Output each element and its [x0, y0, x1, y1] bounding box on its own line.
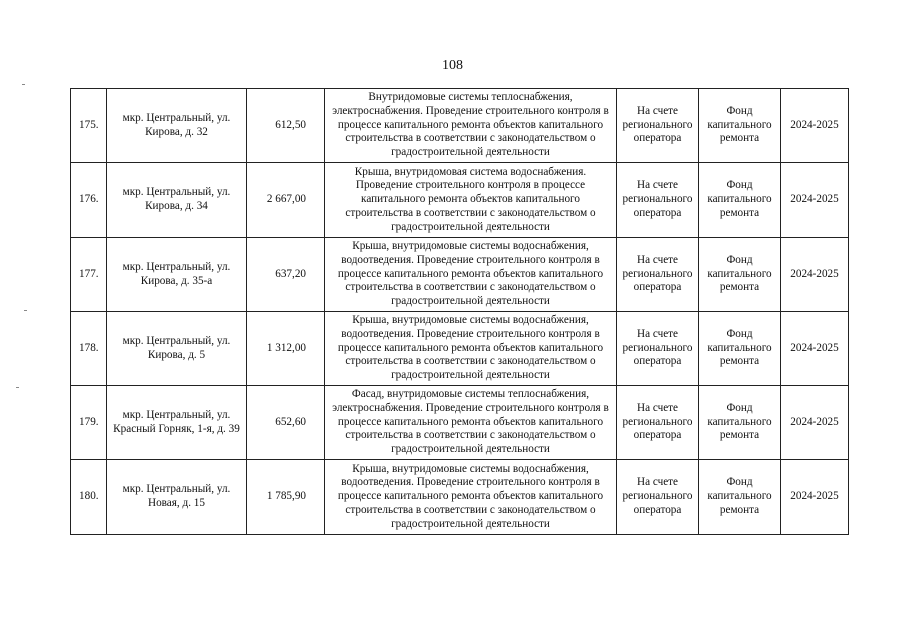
period-cell: 2024-2025 [781, 312, 849, 386]
account-cell: На счете регионального оператора [617, 89, 699, 163]
funding-source-cell: Фонд капитального ремонта [699, 163, 781, 238]
page-number: 108 [442, 58, 463, 73]
work-description-cell: Крыша, внутридомовые системы водоснабжения, водоотведения. Проведение строительного контроля в процессе капитального ремонта объектов капитального строительства в соответствии с законодательством о градостроительной деятельности [325, 238, 617, 312]
row-number: 176. [71, 163, 107, 238]
row-number: 175. [71, 89, 107, 163]
work-description-cell: Фасад, внутридомовые системы теплоснабжения, электроснабжения. Проведение строительного контроля в процессе капитального ремонта объектов капитального строительства в соответствии с законодательством о градостроительной деятельности [325, 386, 617, 460]
account-cell: На счете регионального оператора [617, 312, 699, 386]
funding-source-cell: Фонд капитального ремонта [699, 386, 781, 460]
account-cell: На счете регионального оператора [617, 460, 699, 535]
area-cell: 637,20 [247, 238, 325, 312]
address-cell: мкр. Центральный, ул. Кирова, д. 34 [107, 163, 247, 238]
row-number: 179. [71, 386, 107, 460]
table-row [71, 460, 849, 535]
scan-mark [16, 387, 19, 388]
table-row [71, 89, 849, 163]
work-description-cell: Крыша, внутридомовые системы водоснабжения, водоотведения. Проведение строительного контроля в процессе капитального ремонта объектов капитального строительства в соответствии с законодательством о градостроительной деятельности [325, 312, 617, 386]
area-cell: 652,60 [247, 386, 325, 460]
address-cell: мкр. Центральный, ул. Красный Горняк, 1-я, д. 39 [107, 386, 247, 460]
funding-source-cell: Фонд капитального ремонта [699, 238, 781, 312]
area-cell: 1 785,90 [247, 460, 325, 535]
period-cell: 2024-2025 [781, 460, 849, 535]
period-cell: 2024-2025 [781, 238, 849, 312]
work-description-cell: Крыша, внутридомовая система водоснабжения. Проведение строительного контроля в процессе капитального ремонта объектов капитального строительства в соответствии с законодательством о градостроительной деятельности [325, 163, 617, 238]
row-number: 177. [71, 238, 107, 312]
address-cell: мкр. Центральный, ул. Кирова, д. 35-а [107, 238, 247, 312]
scan-mark [24, 310, 27, 311]
work-description-cell: Внутридомовые системы теплоснабжения, электроснабжения. Проведение строительного контроля в процессе капитального ремонта объектов капитального строительства в соответствии с законодательством о градостроительной деятельности [325, 89, 617, 163]
funding-source-cell: Фонд капитального ремонта [699, 312, 781, 386]
area-cell: 1 312,00 [247, 312, 325, 386]
table-row [71, 386, 849, 460]
period-cell: 2024-2025 [781, 163, 849, 238]
funding-source-cell: Фонд капитального ремонта [699, 460, 781, 535]
row-number: 178. [71, 312, 107, 386]
period-cell: 2024-2025 [781, 386, 849, 460]
funding-source-cell: Фонд капитального ремонта [699, 89, 781, 163]
scan-mark [22, 84, 25, 85]
address-cell: мкр. Центральный, ул. Кирова, д. 32 [107, 89, 247, 163]
work-description-cell: Крыша, внутридомовые системы водоснабжения, водоотведения. Проведение строительного контроля в процессе капитального ремонта объектов капитального строительства в соответствии с законодательством о градостроительной деятельности [325, 460, 617, 535]
row-number: 180. [71, 460, 107, 535]
table-row [71, 238, 849, 312]
period-cell: 2024-2025 [781, 89, 849, 163]
repair-program-table [70, 88, 849, 535]
account-cell: На счете регионального оператора [617, 386, 699, 460]
table-body [71, 89, 849, 535]
account-cell: На счете регионального оператора [617, 238, 699, 312]
account-cell: На счете регионального оператора [617, 163, 699, 238]
table-row [71, 312, 849, 386]
area-cell: 612,50 [247, 89, 325, 163]
area-cell: 2 667,00 [247, 163, 325, 238]
table-row [71, 163, 849, 238]
address-cell: мкр. Центральный, ул. Кирова, д. 5 [107, 312, 247, 386]
address-cell: мкр. Центральный, ул. Новая, д. 15 [107, 460, 247, 535]
